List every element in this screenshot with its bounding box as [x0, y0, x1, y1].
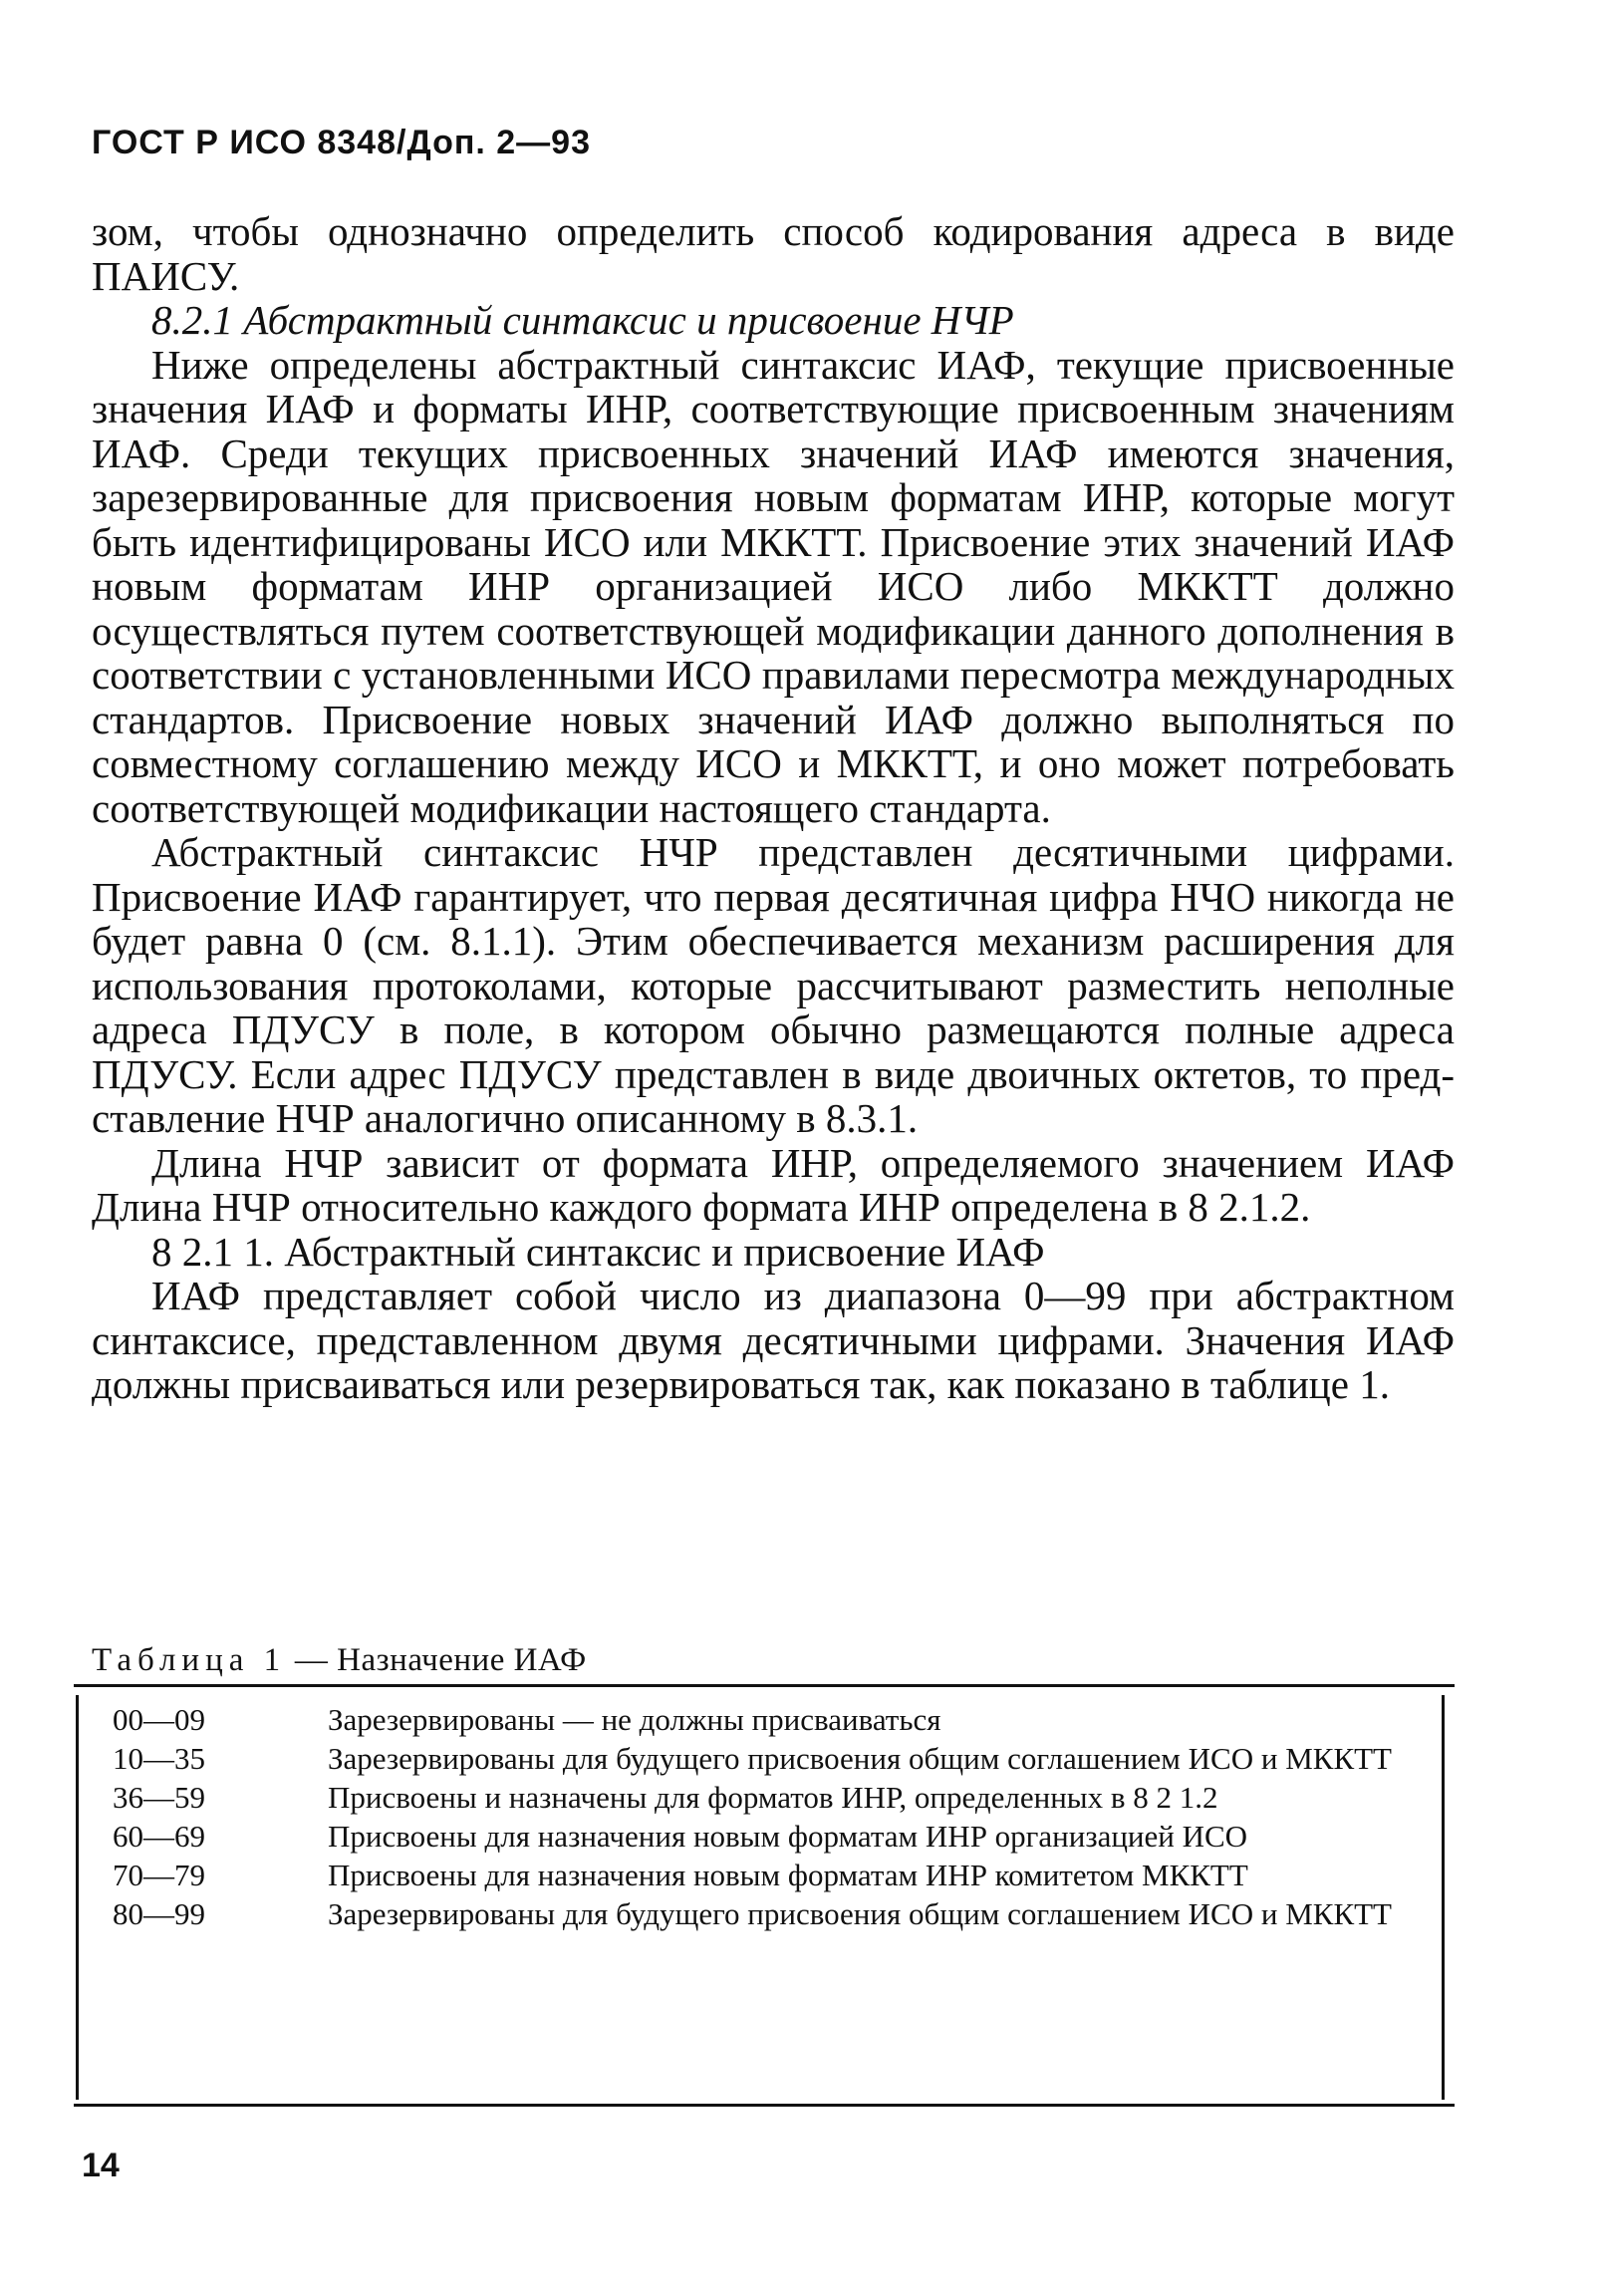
table-row: [79, 1820, 1442, 1859]
table-row: [79, 1703, 1442, 1742]
section-heading-8-2-1-1: 8 2.1 1. Абстрактный синтаксис и присвоение ИАФ: [151, 1228, 1045, 1275]
table-row: [79, 1897, 1442, 1936]
page-number: 14: [82, 2147, 120, 2184]
iaf-assignment-table: [79, 1703, 1442, 1936]
table-cell-code: 00—09: [113, 1702, 205, 1737]
table-cell-description: Зарезервированы — не должны присваиваться: [328, 1702, 941, 1737]
table-cell-description: Зарезервированы для будущего присвоения общим соглашением ИСО и МККТТ: [328, 1741, 1392, 1776]
table-cell-description: Присвоены для назначения новым форматам ИНР организацией ИСО: [328, 1819, 1248, 1854]
table-row: [79, 1859, 1442, 1897]
table-cell-code: 36—59: [113, 1780, 205, 1815]
paragraph: Абстрактный синтаксис НЧР представлен десятичными цифрами. Присвоение ИАФ гарантирует, что первая десятичная цифра НЧО никогда не будет равна 0 (см. 8.1.1). Этим обеспечивается механизм расширения для использования протоколами, которые рассчитывают разместить неполные адреса ПДУСУ в поле, в котором обычно размещаются полные адреса ПДУСУ. Если адрес ПДУСУ представлен в виде двоичных октетов, то представление НЧР аналогично описанному в 8.3.1.: [92, 829, 1455, 1141]
section-heading-8-2-1: [92, 298, 1455, 343]
table-cell-description: Присвоены для назначения новым форматам ИНР комитетом МККТТ: [328, 1858, 1248, 1892]
table-cell-code: 60—69: [113, 1819, 205, 1854]
table-caption: [92, 1642, 587, 1679]
table-cell-code: 70—79: [113, 1858, 205, 1892]
table-row: [79, 1742, 1442, 1781]
paragraph: ИАФ представляет собой число из диапазона 0—99 при абстрактном синтаксисе, представленном двумя десятичными цифрами. Значения ИАФ должны присваиваться или резервироваться так, как показано в таблице 1.: [92, 1273, 1455, 1407]
table-cell-description: Зарезервированы для будущего присвоения общим соглашением ИСО и МККТТ: [328, 1896, 1392, 1931]
table-cell-code: 10—35: [113, 1741, 205, 1776]
table-cell-code: 80—99: [113, 1896, 205, 1931]
table-body-frame: [76, 1695, 1445, 2100]
table-caption-text: — Назначение ИАФ: [286, 1642, 587, 1678]
paragraph-continuation: зом, чтобы однозначно определить способ кодирования адреса в виде ПАИСУ.: [92, 208, 1455, 299]
document-header: ГОСТ Р ИСО 8348/Доп. 2—93: [92, 124, 591, 161]
table-caption-label: Таблица 1: [92, 1642, 287, 1678]
table-row: [79, 1781, 1442, 1820]
paragraph: Длина НЧР зависит от формата ИНР, определяемого значением ИАФ Длина НЧР относительно каждого формата ИНР определена в 8 2.1.2.: [92, 1139, 1455, 1230]
document-body: [92, 209, 1455, 1407]
paragraph: Ниже определены абстрактный синтаксис ИАФ, текущие присвоенные значения ИАФ и форматы ИНР, соответствующие присвоенным значениям ИАФ. Среди текущих присвоенных значений ИАФ имеются значения, зарезервированные для присвоения новым форматам ИНР, которые могут быть идентифицированы ИСО или МККТТ. Присвоение этих значений ИАФ новым форматам ИНР организацией ИСО либо МККТТ должно осуществляться путем соответствующей модификации данного дополнения в соответствии с установленными ИСО правилами пересмотра международных стандартов. Присвоение новых значений ИАФ должно выполняться по совместному соглашению между ИСО и МККТТ, и оно может потребовать соответствующей модификации настоящего стандарта.: [92, 341, 1455, 831]
section-heading-text: 8.2.1 Абстрактный синтаксис и присвоение НЧР: [151, 297, 1014, 343]
table-frame: [74, 1684, 1455, 2107]
table-cell-description: Присвоены и назначены для форматов ИНР, определенных в 8 2 1.2: [328, 1780, 1218, 1815]
